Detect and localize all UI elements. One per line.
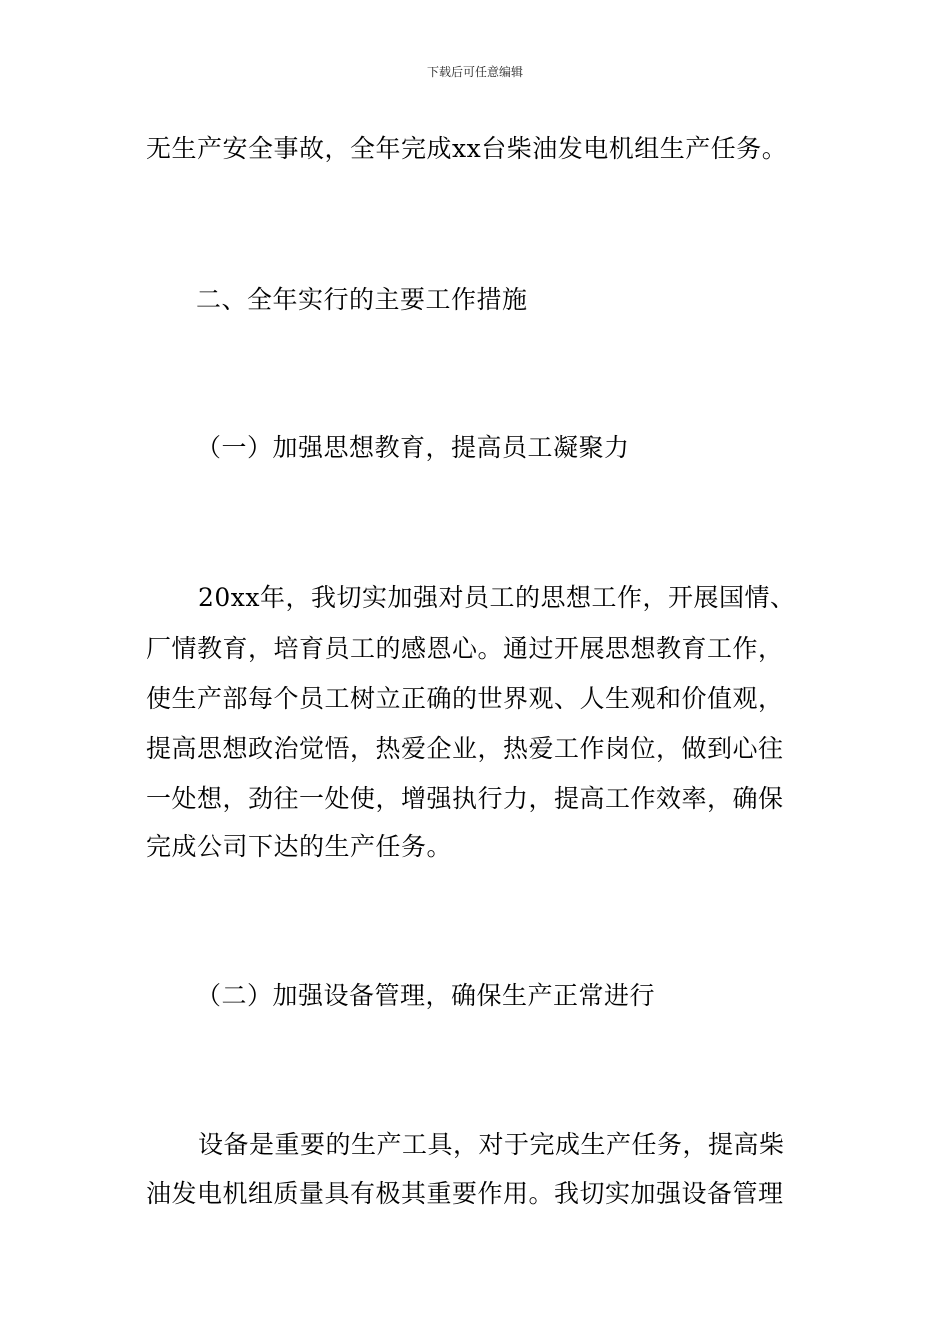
paragraph-line: 油发电机组质量具有极其重要作用。我切实加强设备管理 bbox=[146, 1179, 784, 1208]
paragraph-line: 一处想，劲往一处使，增强执行力，提高工作效率，确保 bbox=[146, 784, 784, 813]
paragraph-line: 提高思想政治觉悟，热爱企业，热爱工作岗位，做到心往 bbox=[146, 734, 784, 763]
subsection-heading: （二）加强设备管理，确保生产正常进行 bbox=[196, 981, 656, 1010]
paragraph-line: 使生产部每个员工树立正确的世界观、人生观和价值观， bbox=[146, 684, 784, 713]
subsection-heading: （一）加强思想教育，提高员工凝聚力 bbox=[196, 433, 630, 462]
section-heading: 二、全年实行的主要工作措施 bbox=[196, 285, 528, 314]
paragraph-line: 厂情教育，培育员工的感恩心。通过开展思想教育工作， bbox=[146, 634, 784, 663]
paragraph-line: 设备是重要的生产工具，对于完成生产任务，提高柴 bbox=[198, 1130, 785, 1159]
paragraph-line: 20xx年，我切实加强对员工的思想工作，开展国情、 bbox=[198, 583, 796, 612]
paragraph-line: 完成公司下达的生产任务。 bbox=[146, 832, 453, 861]
header-note: 下载后可任意编辑 bbox=[426, 65, 523, 79]
body-line: 无生产安全事故，全年完成xx台柴油发电机组生产任务。 bbox=[146, 134, 788, 163]
